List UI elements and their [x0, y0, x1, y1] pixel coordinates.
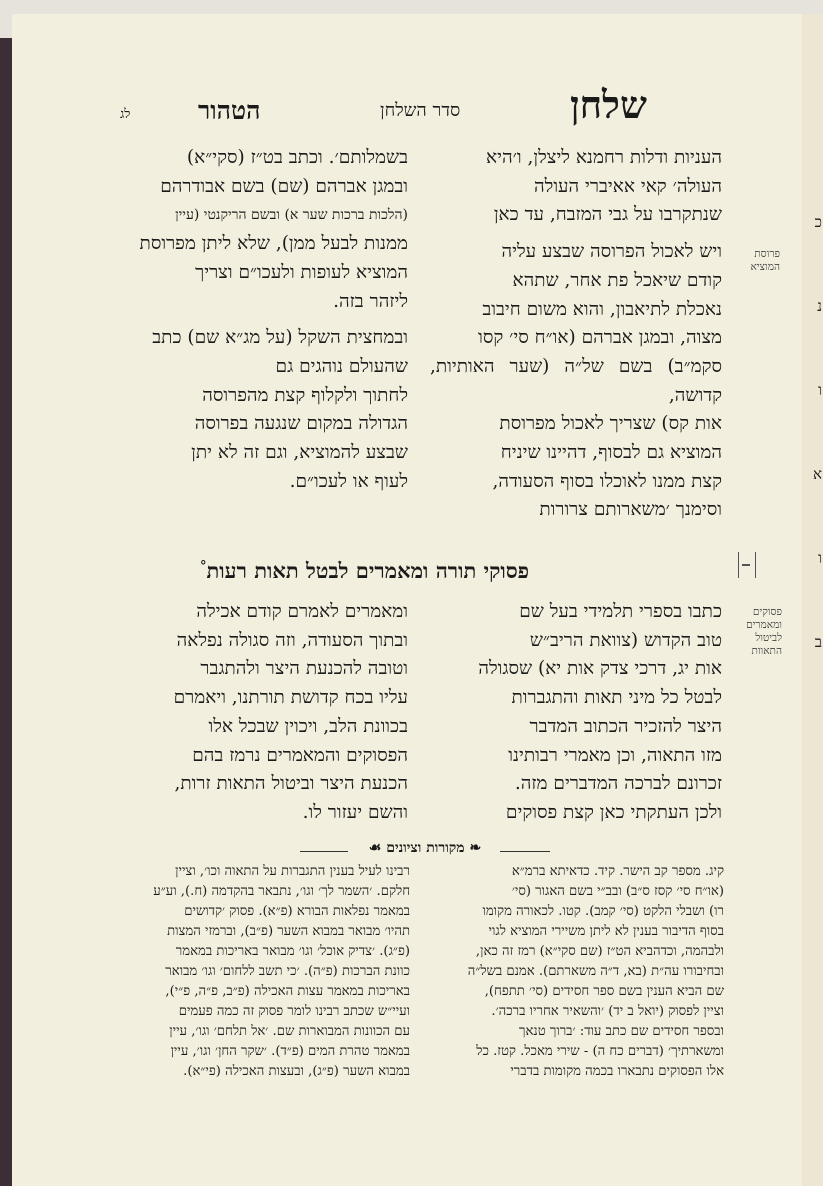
next-letter: נ [817, 297, 822, 315]
text-line: לעוף או לעכו״ם. [289, 470, 408, 492]
running-head-shulchan: שלחן [570, 82, 647, 127]
note-line: במאמר טהרת המים (פ״ד). ׳שקר החן׳ וגו׳, עיין [170, 1044, 410, 1059]
text-line: הפסוקים והמאמרים נרמז בהם [192, 744, 408, 766]
note-line: (או״ח סי׳ קסז ס״ב) ובב״י בשם האגור (סי׳ [511, 884, 724, 899]
page-number: לג [120, 107, 131, 122]
note-line: עם הכוונות המבוארות שם. ׳אל תלחם׳ וגו׳, עיין [169, 1024, 410, 1039]
text-line: שנתקרבו על גבי המזבח, עד כאן [493, 204, 722, 226]
note-line: כוונת הברכות (פ״ה). ׳כי תשב ללחום׳ וגו׳ מבואר [165, 964, 410, 979]
sources-header [300, 840, 550, 857]
note-line: תהיו׳ מבואר במבוא השער (פ״ב), וברמזי המצות [167, 924, 410, 939]
text-line: לחתוך ולקלוף קצת מהפרוסה [202, 384, 408, 406]
margin-note-porsat-hamotzi: פרוסת המוציא [750, 248, 780, 273]
section-title-text: פסוקי תורה ומאמרים לבטל תאות רעות [206, 558, 530, 583]
next-page-letters [806, 180, 822, 684]
text-line: המוציא לעופות ולעכו״ם וצריך [195, 261, 408, 283]
text-line: אות קס) שצריך לאכול מפרוסת [499, 413, 722, 435]
text-line: הגדולה במקום שנגעה בפרוסה [194, 413, 408, 435]
text-line: העניות ודלות רחמנא ליצלן, ו׳היא [486, 147, 722, 168]
bottom-right-column [430, 598, 722, 828]
text-line: המוציא גם לבסוף, דהיינו שיניח [500, 442, 722, 464]
note-line: חלקם. ׳השמר לך׳ וגו׳, נתבאר בהקדמה (ח.), וע״ע [153, 884, 410, 899]
text-line: מצוה, ובמגן אברהם (או״ח סי׳ קסו [478, 327, 722, 349]
text-line: ממנות לבעל ממן), שלא ליתן מפרוסת [139, 233, 408, 255]
note-line: (פ״ג). ׳צדיק אוכל׳ וגו׳ מבואר באריכות במאמר [175, 944, 410, 959]
notes-right-column [432, 862, 724, 1082]
text-line: ובמחצית השקל (על מג״א שם) כתב [152, 327, 408, 349]
note-line: שם הביא הענין בשם ספר חסידים (סי׳ תתפח), [484, 984, 724, 999]
note-line: במאמר נפלאות הבורא (פ״א). פסוק ׳קדושים [184, 904, 410, 919]
next-letter: כ [814, 213, 822, 231]
note-line: קיג. מספר קב הישר. קיד. כדאיתא ברמ״א [511, 864, 724, 879]
text-line: שבצע להמוציא, וגם זה לא יתן [191, 442, 408, 464]
sources-header-text: מקורות וציונים [386, 840, 465, 856]
section-title [200, 558, 529, 584]
next-letter: א [812, 465, 822, 483]
text-line: לבטל כל מיני תאות והתגברות [511, 687, 722, 709]
note-line: בסוף הדיבור בענין לא ליתן משיירי המוציא לגוי [488, 924, 724, 939]
text-line: כתבו בספרי תלמידי בעל שם [519, 601, 722, 622]
text-line: נאכלת לתיאבון, והוא משום חיבוב [482, 298, 722, 320]
text-line: בכוונת הלב, ויכוין שבכל אלו [208, 715, 408, 737]
running-head-tahor: הטהור [198, 96, 261, 125]
text-line: ויש לאכול הפרוסה שבצע עליה [501, 241, 722, 263]
text-line: בשמלותם׳. וכתב בט״ז (סקי״א) [186, 147, 408, 168]
text-line: זכרונם לברכה המדברים מזה. [514, 773, 722, 795]
next-letter: ב [814, 633, 822, 651]
notes-left-column [116, 862, 410, 1082]
bottom-left-column [118, 598, 408, 828]
text-line: שהעולם נוהגים גם [275, 355, 408, 377]
text-line: ובמגן אברהם (שם) בשם אבודרהם [160, 175, 408, 197]
ornament-icon: ❧ [464, 840, 482, 856]
note-line: ומשארתיך׳ (דברים כח ה) - שירי מאכל. קטז. כל [476, 1044, 724, 1059]
note-line: ועיי״ש שכתב רבינו לומר פסוק זה כמה פעמים [178, 1004, 410, 1019]
text-line: ולכן העתקתי כאן קצת פסוקים [505, 801, 722, 823]
note-line: באריכות במאמר עצות האכילה (פ״ב, פ״ה, פ״י), [165, 984, 410, 999]
note-line: וציין לפסוק (יואל ב יד) ׳והשאיר אחריו ברכה׳. [491, 1004, 724, 1019]
margin-note-psukim: פסוקים ומאמרים לביטול התאוות [746, 606, 782, 657]
text-line: סקמ״ב) בשם של״ה (שער האותיות, קדושה, [430, 355, 722, 406]
note-line: ובחיבורו עה״ת (בא, ד״ה משארתם). אמנם בשל״ה [467, 964, 724, 979]
text-line: הכנעת היצר וביטול התאות זרות, [174, 773, 408, 795]
text-line: וסימנך ׳משארותם צרורות [539, 499, 722, 521]
note-line: ובספר חסידים שם כתב עוד: ׳ברוך טנאך [519, 1024, 724, 1039]
ornament-icon: ☙ [368, 840, 387, 856]
text-line: קודם שיאכל פת אחר, שתהא [512, 269, 722, 291]
note-line: אלו הפסוקים נתבארו בכמה מקומות בדברי [510, 1064, 724, 1079]
text-line: אות יג, דרכי צדק אות יא) שסגולה [478, 658, 722, 680]
next-letter: ו [818, 381, 822, 399]
text-line: (הלכות ברכות שער א) ובשם הריקנטי (עיין [175, 207, 408, 224]
text-line: עליו בכח קדושת תורתנו, ויאמרם [173, 687, 408, 709]
running-head-seder: סדר השלחן [380, 100, 461, 121]
text-line: וטובה להכנעת היצר ולהתגבר [200, 658, 408, 680]
text-line: ומאמרים לאמרם קודם אכילה [196, 601, 408, 622]
text-line: קצת ממנו לאוכלו בסוף הסעודה, [492, 470, 722, 492]
note-line: רבינו לעיל בענין התגברות על התאוה וכו׳, וציין [175, 864, 410, 879]
text-line: היצר להזכיר הכתוב המדבר [529, 715, 722, 737]
next-letter: ו [818, 549, 822, 567]
note-line: רו) ושבלי הלקט (סי׳ קמב). קטו. לכאורה מקומו [482, 904, 724, 919]
text-line: טוב הקדוש (צוואת הריב״ש [529, 629, 722, 651]
text-line: מזו התאוה, וכן מאמרי רבותינו [508, 744, 722, 766]
section-circle: ° [200, 559, 207, 574]
text-line: ובתוך הסעודה, וזה סגולה נפלאה [176, 629, 408, 651]
top-right-column [430, 144, 722, 525]
section-marker-dash [742, 564, 750, 566]
top-left-column [118, 144, 408, 496]
text-line: והשם יעזור לו. [302, 801, 408, 823]
text-line: העולה׳ קאי אאיברי העולה [534, 175, 722, 197]
note-line: במבוא השער (פ״ג), ובעצות האכילה (פי״א). [183, 1064, 410, 1079]
note-line: ולבהמה, וכדהביא הט״ז (שם סקי״א) רמז זה כאן, [475, 944, 724, 959]
text-line: ליזהר בזה. [333, 290, 408, 312]
